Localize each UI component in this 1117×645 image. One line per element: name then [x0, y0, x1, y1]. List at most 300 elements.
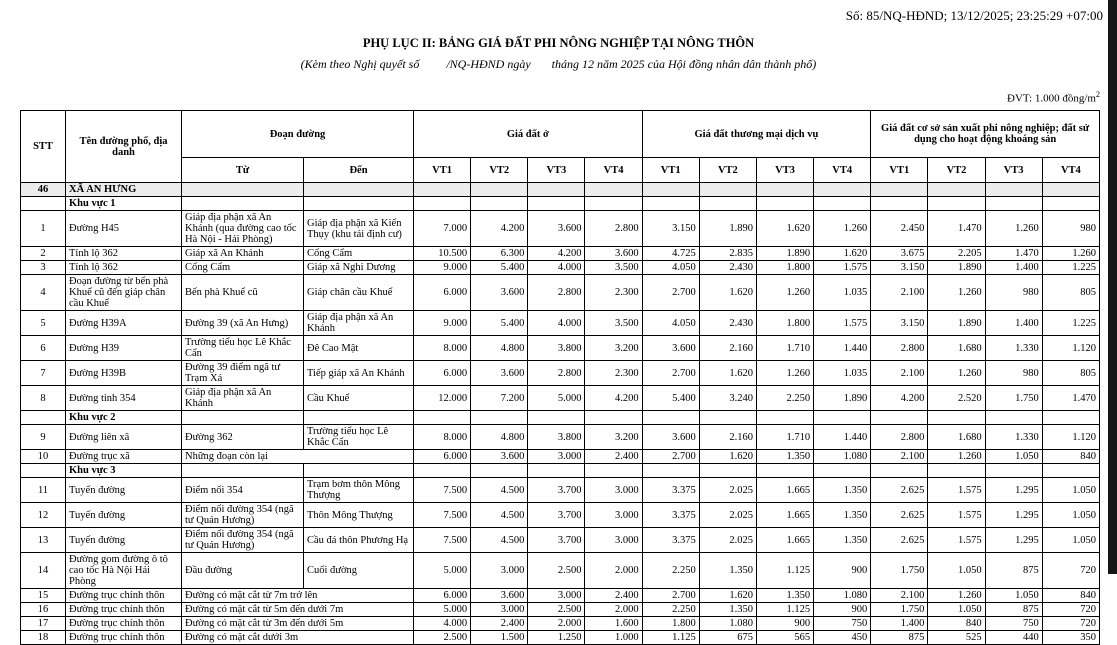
price-cell	[871, 183, 928, 197]
price-cell: 4.200	[471, 211, 528, 247]
price-cell: 2.700	[642, 275, 699, 311]
price-cell: 1.620	[699, 275, 756, 311]
price-cell: 1.440	[814, 336, 871, 361]
price-cell	[871, 411, 928, 425]
price-cell: 3.150	[871, 311, 928, 336]
table-row	[21, 450, 1100, 464]
price-cell: 2.400	[585, 450, 642, 464]
price-cell: 10.500	[414, 247, 471, 261]
price-cell	[528, 464, 585, 478]
row-number-cell: 4	[21, 275, 66, 311]
price-cell: 3.000	[528, 450, 585, 464]
col-header-com-vt3: VT3	[756, 158, 813, 183]
price-cell: 4.050	[642, 311, 699, 336]
price-cell: 5.000	[414, 603, 471, 617]
price-cell: 1.350	[814, 528, 871, 553]
row-number-cell: 16	[21, 603, 66, 617]
price-cell: 1.260	[928, 361, 985, 386]
street-name-cell: Đường H45	[66, 211, 182, 247]
price-cell: 900	[814, 603, 871, 617]
price-cell: 4.000	[528, 311, 585, 336]
price-cell	[928, 464, 985, 478]
segment-from-cell	[182, 197, 304, 211]
price-cell	[471, 197, 528, 211]
segment-to-cell	[304, 197, 414, 211]
price-cell	[928, 411, 985, 425]
segment-to-cell: Giáp chân cầu Khuể	[304, 275, 414, 311]
street-name-cell: Khu vực 3	[66, 464, 182, 478]
price-cell	[414, 411, 471, 425]
price-cell: 2.700	[642, 589, 699, 603]
table-row	[21, 478, 1100, 503]
price-cell: 720	[1042, 553, 1099, 589]
row-number-cell: 10	[21, 450, 66, 464]
segment-from-cell: Đường 362	[182, 425, 304, 450]
price-cell: 2.250	[642, 553, 699, 589]
header-row-sub	[21, 158, 1100, 183]
price-cell: 1.260	[756, 275, 813, 311]
segment-from-cell: Cống Cẩm	[182, 261, 304, 275]
price-cell: 1.125	[756, 553, 813, 589]
price-cell	[414, 197, 471, 211]
price-cell: 3.375	[642, 528, 699, 553]
table-row	[21, 631, 1100, 645]
table-row	[21, 336, 1100, 361]
street-name-cell: Đường trục chính thôn	[66, 589, 182, 603]
price-cell	[528, 411, 585, 425]
col-header-res-vt3: VT3	[528, 158, 585, 183]
price-cell: 1.050	[985, 589, 1042, 603]
price-cell: 1.620	[699, 589, 756, 603]
segment-span-cell: Đường có mặt cắt từ 7m trở lên	[182, 589, 414, 603]
street-name-cell: Đường gom đường ô tô cao tốc Hà Nội Hải Phòng	[66, 553, 182, 589]
segment-from-cell: Điểm nối 354	[182, 478, 304, 503]
price-cell: 4.000	[528, 261, 585, 275]
price-cell: 525	[928, 631, 985, 645]
segment-span-cell: Đường có mặt cắt từ 5m đến dưới 7m	[182, 603, 414, 617]
price-cell: 2.205	[928, 247, 985, 261]
price-cell: 3.500	[585, 311, 642, 336]
col-header-prod-vt2: VT2	[928, 158, 985, 183]
price-cell: 5.000	[528, 386, 585, 411]
col-header-commercial: Giá đất thương mại dịch vụ	[642, 111, 871, 158]
price-cell: 2.025	[699, 478, 756, 503]
price-cell: 1.350	[699, 603, 756, 617]
price-cell: 2.520	[928, 386, 985, 411]
price-cell: 1.260	[928, 589, 985, 603]
col-header-production: Giá đất cơ sở sản xuất phi nông nghiệp; đất sử dụng cho hoạt động khoáng sản	[871, 111, 1100, 158]
doc-number: Số: 85/NQ-HĐND; 13/12/2025; 23:25:29 +07:00	[845, 8, 1103, 23]
segment-to-cell: Giáp địa phận xã Kiến Thụy (khu tái định cư)	[304, 211, 414, 247]
price-cell: 3.600	[585, 247, 642, 261]
price-cell: 9.000	[414, 261, 471, 275]
price-cell	[871, 197, 928, 211]
segment-to-cell: Đê Cao Mật	[304, 336, 414, 361]
price-cell: 1.575	[928, 503, 985, 528]
price-cell: 3.200	[585, 425, 642, 450]
price-cell: 3.600	[528, 211, 585, 247]
price-cell: 1.620	[699, 450, 756, 464]
price-cell: 1.575	[928, 528, 985, 553]
zone-row	[21, 197, 1100, 211]
row-number-cell: 3	[21, 261, 66, 275]
price-cell	[642, 464, 699, 478]
price-cell: 720	[1042, 617, 1099, 631]
price-cell: 5.400	[471, 311, 528, 336]
price-cell: 805	[1042, 275, 1099, 311]
row-number-cell: 46	[21, 183, 66, 197]
price-cell: 2.000	[528, 617, 585, 631]
price-cell: 1.250	[528, 631, 585, 645]
price-cell	[1042, 197, 1099, 211]
col-header-res-vt2: VT2	[471, 158, 528, 183]
col-header-prod-vt3: VT3	[985, 158, 1042, 183]
price-cell: 1.620	[699, 361, 756, 386]
price-cell: 1.350	[756, 589, 813, 603]
price-cell: 720	[1042, 603, 1099, 617]
segment-from-cell: Giáp địa phận xã An Khánh (qua đường cao tốc Hà Nội - Hải Phòng)	[182, 211, 304, 247]
price-cell: 4.800	[471, 425, 528, 450]
price-cell: 5.000	[414, 553, 471, 589]
price-cell: 1.350	[814, 478, 871, 503]
price-cell	[642, 411, 699, 425]
price-cell	[814, 197, 871, 211]
row-number-cell: 2	[21, 247, 66, 261]
table-row	[21, 211, 1100, 247]
row-number-cell: 6	[21, 336, 66, 361]
price-cell: 980	[985, 361, 1042, 386]
street-name-cell: XÃ AN HƯNG	[66, 183, 182, 197]
price-cell: 1.470	[928, 211, 985, 247]
price-cell: 4.500	[471, 503, 528, 528]
price-cell: 1.400	[985, 311, 1042, 336]
price-cell: 3.800	[528, 425, 585, 450]
segment-to-cell: Giáp xã Nghi Dương	[304, 261, 414, 275]
street-name-cell: Đường H39	[66, 336, 182, 361]
price-cell: 2.025	[699, 528, 756, 553]
price-cell	[585, 464, 642, 478]
price-cell: 1.440	[814, 425, 871, 450]
table-row	[21, 247, 1100, 261]
price-cell: 1.125	[756, 603, 813, 617]
price-cell: 1.575	[928, 478, 985, 503]
table-row	[21, 311, 1100, 336]
price-cell: 2.025	[699, 503, 756, 528]
price-cell: 1.620	[756, 211, 813, 247]
segment-from-cell	[182, 411, 304, 425]
price-cell	[414, 464, 471, 478]
price-cell	[814, 411, 871, 425]
price-cell	[985, 411, 1042, 425]
price-cell: 3.700	[528, 503, 585, 528]
price-cell: 900	[814, 553, 871, 589]
price-cell: 805	[1042, 361, 1099, 386]
price-cell: 3.600	[471, 450, 528, 464]
price-cell: 3.375	[642, 503, 699, 528]
table-row	[21, 553, 1100, 589]
row-number-cell: 1	[21, 211, 66, 247]
segment-from-cell	[182, 183, 304, 197]
price-cell: 675	[699, 631, 756, 645]
price-cell: 1.080	[699, 617, 756, 631]
price-cell: 2.800	[871, 336, 928, 361]
table-row	[21, 503, 1100, 528]
price-cell: 9.000	[414, 311, 471, 336]
col-header-prod-vt1: VT1	[871, 158, 928, 183]
segment-from-cell: Đường 39 (xã An Hưng)	[182, 311, 304, 336]
price-cell: 3.000	[528, 589, 585, 603]
price-cell: 1.680	[928, 425, 985, 450]
price-cell: 6.300	[471, 247, 528, 261]
price-cell: 4.200	[871, 386, 928, 411]
screen-right-edge-strip	[1108, 0, 1117, 574]
street-name-cell: Tuyến đường	[66, 528, 182, 553]
price-cell: 1.890	[756, 247, 813, 261]
segment-from-cell	[182, 464, 304, 478]
price-cell	[756, 183, 813, 197]
table-row	[21, 617, 1100, 631]
price-cell: 1.260	[928, 275, 985, 311]
price-cell: 1.260	[1042, 247, 1099, 261]
price-cell	[699, 183, 756, 197]
price-cell: 3.000	[585, 478, 642, 503]
price-cell: 875	[985, 553, 1042, 589]
price-cell	[928, 183, 985, 197]
price-cell: 1.080	[814, 450, 871, 464]
segment-span-cell: Đường có mặt cắt từ 3m đến dưới 5m	[182, 617, 414, 631]
price-cell: 1.710	[756, 425, 813, 450]
street-name-cell: Đoạn đường từ bến phà Khuể cũ đến giáp chân cầu Khuể	[66, 275, 182, 311]
price-cell: 1.260	[928, 450, 985, 464]
segment-to-cell: Cuối đường	[304, 553, 414, 589]
price-cell: 1.665	[756, 478, 813, 503]
price-cell: 450	[814, 631, 871, 645]
price-cell: 6.000	[414, 450, 471, 464]
page-subtitle: (Kèm theo Nghị quyết số /NQ-HĐND ngày tháng 12 năm 2025 của Hội đồng nhân dân thành phố)	[300, 57, 817, 71]
price-cell: 4.500	[471, 528, 528, 553]
price-cell: 2.450	[871, 211, 928, 247]
segment-to-cell: Cống Cẩm	[304, 247, 414, 261]
price-cell	[642, 183, 699, 197]
price-cell: 6.000	[414, 275, 471, 311]
price-cell: 5.400	[471, 261, 528, 275]
row-number-cell: 7	[21, 361, 66, 386]
price-cell: 1.350	[756, 450, 813, 464]
table-row	[21, 603, 1100, 617]
price-cell: 2.100	[871, 275, 928, 311]
segment-to-cell: Thôn Mông Thượng	[304, 503, 414, 528]
price-cell: 1.050	[985, 450, 1042, 464]
price-cell	[928, 197, 985, 211]
price-cell	[585, 183, 642, 197]
price-cell: 2.250	[756, 386, 813, 411]
price-cell: 1.600	[585, 617, 642, 631]
price-cell: 7.000	[414, 211, 471, 247]
price-cell: 840	[1042, 589, 1099, 603]
price-cell	[814, 464, 871, 478]
row-number-cell: 8	[21, 386, 66, 411]
price-cell: 1.800	[756, 261, 813, 275]
price-cell: 1.295	[985, 478, 1042, 503]
price-cell: 2.835	[699, 247, 756, 261]
price-cell: 1.890	[928, 261, 985, 275]
segment-from-cell: Giáp xã An Khánh	[182, 247, 304, 261]
street-name-cell: Tuyến đường	[66, 503, 182, 528]
price-cell: 3.000	[585, 528, 642, 553]
price-cell: 1.710	[756, 336, 813, 361]
price-cell: 1.620	[814, 247, 871, 261]
price-cell: 5.400	[642, 386, 699, 411]
price-cell: 2.300	[585, 275, 642, 311]
street-name-cell: Tỉnh lộ 362	[66, 261, 182, 275]
price-cell: 2.800	[528, 361, 585, 386]
price-cell: 3.200	[585, 336, 642, 361]
price-cell: 1.750	[871, 603, 928, 617]
price-cell	[528, 197, 585, 211]
col-header-prod-vt4: VT4	[1042, 158, 1099, 183]
price-cell: 840	[1042, 450, 1099, 464]
price-cell: 2.000	[585, 603, 642, 617]
price-cell: 8.000	[414, 336, 471, 361]
segment-to-cell: Cầu Khuể	[304, 386, 414, 411]
street-name-cell: Đường trục chính thôn	[66, 603, 182, 617]
street-name-cell: Đường H39B	[66, 361, 182, 386]
segment-from-cell: Đầu đường	[182, 553, 304, 589]
price-cell: 1.680	[928, 336, 985, 361]
price-cell: 2.625	[871, 528, 928, 553]
segment-from-cell: Bến phà Khuể cũ	[182, 275, 304, 311]
segment-from-cell: Điểm nối đường 354 (ngã tư Quán Hương)	[182, 528, 304, 553]
price-cell: 350	[1042, 631, 1099, 645]
price-cell: 3.000	[471, 603, 528, 617]
price-cell: 1.260	[756, 361, 813, 386]
row-number-cell: 14	[21, 553, 66, 589]
segment-to-cell: Trường tiểu học Lê Khắc Cẩn	[304, 425, 414, 450]
price-cell: 7.500	[414, 503, 471, 528]
price-cell	[471, 183, 528, 197]
price-cell: 3.700	[528, 478, 585, 503]
price-cell: 2.300	[585, 361, 642, 386]
commune-row	[21, 183, 1100, 197]
price-cell: 2.430	[699, 311, 756, 336]
price-cell: 2.700	[642, 450, 699, 464]
price-cell: 1.225	[1042, 311, 1099, 336]
price-cell: 875	[985, 603, 1042, 617]
price-cell	[814, 183, 871, 197]
price-cell: 1.330	[985, 336, 1042, 361]
price-cell	[699, 411, 756, 425]
price-cell	[585, 411, 642, 425]
price-cell: 1.400	[985, 261, 1042, 275]
price-cell	[756, 411, 813, 425]
row-number-cell: 13	[21, 528, 66, 553]
street-name-cell: Đường liên xã	[66, 425, 182, 450]
segment-to-cell: Cầu đá thôn Phương Hạ	[304, 528, 414, 553]
price-cell: 2.400	[471, 617, 528, 631]
col-header-com-vt4: VT4	[814, 158, 871, 183]
price-cell: 4.200	[585, 386, 642, 411]
table-row	[21, 361, 1100, 386]
price-cell: 3.150	[642, 211, 699, 247]
price-cell	[985, 183, 1042, 197]
price-cell: 3.500	[585, 261, 642, 275]
price-cell	[756, 464, 813, 478]
price-cell: 3.800	[528, 336, 585, 361]
price-cell: 1.575	[814, 311, 871, 336]
col-header-from: Từ	[182, 158, 304, 183]
zone-row	[21, 411, 1100, 425]
price-cell: 750	[814, 617, 871, 631]
street-name-cell: Đường tỉnh 354	[66, 386, 182, 411]
price-cell: 750	[985, 617, 1042, 631]
street-name-cell: Khu vực 1	[66, 197, 182, 211]
price-cell: 1.035	[814, 275, 871, 311]
price-cell: 2.800	[528, 275, 585, 311]
street-name-cell: Đường trục chính thôn	[66, 631, 182, 645]
price-cell: 3.600	[471, 275, 528, 311]
price-cell: 1.500	[471, 631, 528, 645]
price-cell: 3.240	[699, 386, 756, 411]
price-cell	[871, 464, 928, 478]
price-cell: 1.800	[642, 617, 699, 631]
price-cell: 1.050	[1042, 478, 1099, 503]
price-cell: 3.375	[642, 478, 699, 503]
row-number-cell: 15	[21, 589, 66, 603]
col-header-residential: Giá đất ở	[414, 111, 643, 158]
price-cell: 1.350	[699, 553, 756, 589]
price-cell	[414, 183, 471, 197]
price-cell: 2.160	[699, 336, 756, 361]
price-cell: 7.500	[414, 478, 471, 503]
row-number-cell: 12	[21, 503, 66, 528]
col-header-stt: STT	[21, 111, 66, 183]
price-cell: 2.160	[699, 425, 756, 450]
table-row	[21, 425, 1100, 450]
price-cell: 565	[756, 631, 813, 645]
price-cell: 3.600	[642, 425, 699, 450]
price-cell: 2.700	[642, 361, 699, 386]
row-number-cell: 18	[21, 631, 66, 645]
col-header-com-vt2: VT2	[699, 158, 756, 183]
price-cell: 1.050	[928, 603, 985, 617]
price-cell: 1.750	[871, 553, 928, 589]
price-cell: 2.100	[871, 589, 928, 603]
price-cell: 4.200	[528, 247, 585, 261]
street-name-cell: Tỉnh lộ 362	[66, 247, 182, 261]
price-cell: 1.750	[985, 386, 1042, 411]
price-cell: 1.000	[585, 631, 642, 645]
price-cell: 1.890	[928, 311, 985, 336]
price-cell: 1.890	[814, 386, 871, 411]
street-name-cell: Tuyến đường	[66, 478, 182, 503]
price-cell: 2.100	[871, 361, 928, 386]
price-cell: 840	[928, 617, 985, 631]
col-header-res-vt4: VT4	[585, 158, 642, 183]
table-body	[21, 183, 1100, 645]
price-cell	[985, 197, 1042, 211]
price-cell: 1.050	[1042, 503, 1099, 528]
zone-row	[21, 464, 1100, 478]
price-cell: 1.120	[1042, 336, 1099, 361]
price-cell: 2.500	[528, 553, 585, 589]
row-number-cell: 9	[21, 425, 66, 450]
segment-to-cell	[304, 411, 414, 425]
segment-to-cell: Trạm bơm thôn Mông Thượng	[304, 478, 414, 503]
price-cell: 2.500	[528, 603, 585, 617]
price-cell	[985, 464, 1042, 478]
street-name-cell: Khu vực 2	[66, 411, 182, 425]
col-header-segment: Đoạn đường	[182, 111, 414, 158]
